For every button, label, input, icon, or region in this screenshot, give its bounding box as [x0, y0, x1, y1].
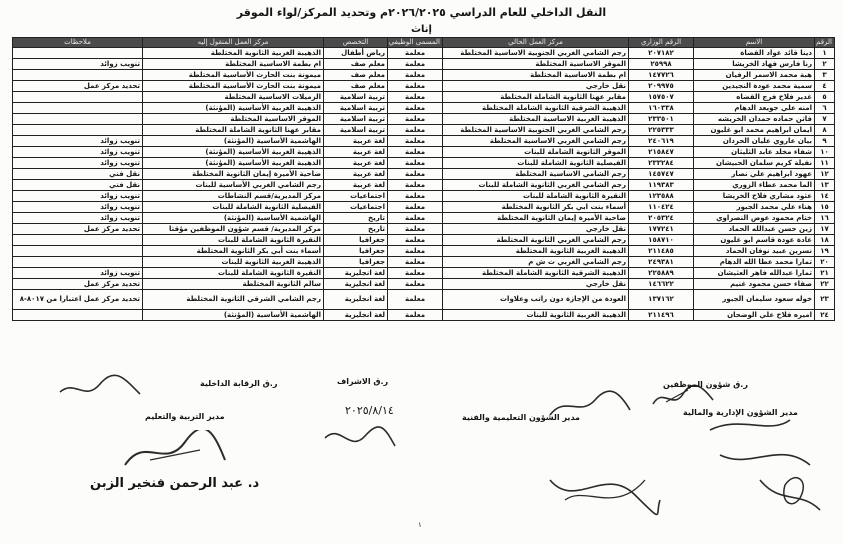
cell-new-workplace: رجم الشامي الغربي الأساسية للبنات	[143, 180, 324, 191]
cell-number: ١٤	[815, 191, 835, 202]
cell-new-workplace: الذهيبة الغربية الثانوية المختلطة	[143, 48, 324, 59]
cell-job-title: معلمة	[388, 310, 443, 321]
footer-internal-control-label: ر.ق الرقابة الداخلية	[200, 379, 278, 388]
cell-notes: تحديد مركز عمل اعتبارا من ٨٠١٧-٨	[13, 290, 143, 310]
cell-number: ٧	[815, 114, 835, 125]
cell-specialty: تربية اسلامية	[324, 125, 388, 136]
col-header-current-workplace: مركز العمل الحالي	[443, 38, 629, 48]
cell-new-workplace: ضاحية الأميرة إيمان الثانوية المختلطة	[143, 169, 324, 180]
cell-current-workplace: الذهيبة الشرقية الثانوية الشاملة المختلطة	[443, 103, 629, 114]
cell-notes	[13, 125, 143, 136]
col-header-job-title: المسمى الوظيفي	[388, 38, 443, 48]
cell-name: غدير فلاح فرج القضاه	[694, 92, 815, 103]
col-header-ministry-id: الرقم الوزاري	[629, 38, 694, 48]
table-row	[13, 279, 835, 290]
table-row	[13, 136, 835, 147]
table-row	[13, 92, 835, 103]
col-header-specialty: التخصص	[324, 38, 388, 48]
cell-job-title: معلمة	[388, 114, 443, 125]
cell-ministry-id: ٢١١٤٩٦	[629, 310, 694, 321]
cell-specialty: تربية اسلامية	[324, 92, 388, 103]
signature-internal-control	[55, 374, 145, 404]
cell-job-title: معلمة	[388, 125, 443, 136]
cell-number: ١٦	[815, 213, 835, 224]
cell-current-workplace: مقابر عهنا الثانوية الشاملة المختلطة	[443, 92, 629, 103]
cell-job-title: معلمة	[388, 103, 443, 114]
cell-job-title: معلمة	[388, 268, 443, 279]
table-row	[13, 125, 835, 136]
cell-notes	[13, 92, 143, 103]
table-row	[13, 158, 835, 169]
cell-job-title: معلمة	[388, 224, 443, 235]
cell-notes	[13, 103, 143, 114]
cell-name: غادة عودة قاسم ابو غليون	[694, 235, 815, 246]
cell-number: ٩	[815, 136, 835, 147]
cell-job-title: معلمة	[388, 48, 443, 59]
cell-current-workplace: العودة من الإجازة دون راتب وعلاوات	[443, 290, 629, 310]
cell-current-workplace: نقل خارجي	[443, 81, 629, 92]
col-header-new-workplace: مركز العمل المنقول إليه	[143, 38, 324, 48]
cell-current-workplace: رجم الشامي الغربي ث ش م	[443, 257, 629, 268]
cell-specialty: لغة عربية	[324, 169, 388, 180]
cell-ministry-id: ١٣٧١٦٢	[629, 290, 694, 310]
cell-current-workplace: الذهيبة الغربية الثانوية المختلطة	[443, 246, 629, 257]
table-row	[13, 202, 835, 213]
cell-current-workplace: الذهيبة الغربية الثانوية للبنات	[443, 310, 629, 321]
cell-specialty: تاريخ	[324, 213, 388, 224]
cell-number: ٢٣	[815, 290, 835, 310]
cell-ministry-id: ٢٠٥٣٢٤	[629, 213, 694, 224]
cell-ministry-id: ٢٣٣٢٨٤	[629, 158, 694, 169]
cell-name: هبة محمد الاسمر الرفيان	[694, 70, 815, 81]
page-number: ١	[418, 521, 422, 529]
cell-ministry-id: ٢٣٣٥٠١	[629, 114, 694, 125]
cell-job-title: معلمة	[388, 158, 443, 169]
cell-specialty: اجتماعيات	[324, 202, 388, 213]
cell-ministry-id: ٢٢٥٣٣٣	[629, 125, 694, 136]
cell-name: عهود ابراهيم علي نصار	[694, 169, 815, 180]
cell-specialty: لغة عربية	[324, 147, 388, 158]
cell-new-workplace: الموقر الاساسية المختلطة	[143, 114, 324, 125]
cell-specialty: تربية اسلامية	[324, 103, 388, 114]
cell-ministry-id: ٢٢٥٨٨٩	[629, 268, 694, 279]
cell-name: امنه علي جويعد الدهام	[694, 103, 815, 114]
cell-notes: تنويب زوائد	[13, 268, 143, 279]
cell-notes	[13, 257, 143, 268]
cell-specialty: لغة انجليزية	[324, 268, 388, 279]
cell-number: ٤	[815, 81, 835, 92]
footer-admin-director-label: مدير الشؤون الإدارية والمالية	[683, 408, 798, 417]
cell-number: ٢	[815, 59, 835, 70]
cell-current-workplace: رجم الشامي الغربي الجنوبية الاساسية المختلطة	[443, 125, 629, 136]
cell-new-workplace: ام بطمة الاساسية المختلطة	[143, 59, 324, 70]
cell-ministry-id: ٢٥٩٩٨	[629, 59, 694, 70]
cell-specialty: معلم صف	[324, 59, 388, 70]
cell-job-title: معلمة	[388, 136, 443, 147]
cell-number: ٢٢	[815, 279, 835, 290]
cell-new-workplace: سالم الثانوية المختلطة	[143, 279, 324, 290]
cell-number: ٦	[815, 103, 835, 114]
cell-new-workplace: رجم الشامي الشرقي الثانوية المختلطة	[143, 290, 324, 310]
cell-number: ٢١	[815, 268, 835, 279]
cell-name: تمارا عبدالله فاهر العثيشان	[694, 268, 815, 279]
cell-current-workplace: الذهيبة الغربية الاساسية المختلطة	[443, 114, 629, 125]
cell-notes: تنويب زوائد	[13, 136, 143, 147]
cell-ministry-id: ١٦٠٣٣٨	[629, 103, 694, 114]
cell-job-title: معلمة	[388, 235, 443, 246]
cell-number: ٢٤	[815, 310, 835, 321]
table-header-row	[13, 38, 835, 48]
cell-ministry-id: ١٧٧٢٤١	[629, 224, 694, 235]
cell-number: ١٠	[815, 147, 835, 158]
cell-ministry-id: ٢٠٧١٨٢	[629, 48, 694, 59]
cell-specialty: معلم صف	[324, 81, 388, 92]
table-body	[13, 48, 835, 321]
cell-new-workplace: مقابر عهنا الثانوية الشاملة المختلطة	[143, 125, 324, 136]
cell-name: بيان عاروي عليان الحردان	[694, 136, 815, 147]
director-name: د. عبد الرحمن فنخير الزبن	[90, 476, 260, 491]
table-row	[13, 235, 835, 246]
cell-ministry-id: ١٥٨٧١٠	[629, 235, 694, 246]
cell-specialty: لغة عربية	[324, 158, 388, 169]
cell-new-workplace: الهاشمية الأساسية (المؤنثة)	[143, 310, 324, 321]
table-row	[13, 213, 835, 224]
cell-number: ٣	[815, 70, 835, 81]
cell-current-workplace: رجم الشامي الاساسية المختلطة	[443, 169, 629, 180]
cell-number: ١٢	[815, 169, 835, 180]
cell-current-workplace: الذهيبة الشرقية الثانوية الشاملة المختلطة	[443, 268, 629, 279]
cell-new-workplace: النقيرة الثانوية الشاملة للبنات	[143, 268, 324, 279]
footer-hr-label: ر.ق شؤون الموظفين	[663, 380, 748, 389]
cell-new-workplace: ميمونة بنت الحارث الأساسية المختلطة	[143, 81, 324, 92]
table-row	[13, 224, 835, 235]
handwritten-date: ٢٠٢٥/٨/١٤	[345, 404, 394, 417]
cell-notes: تنويب زوائد	[13, 158, 143, 169]
cell-number: ١٨	[815, 235, 835, 246]
cell-ministry-id: ٢٠٩٩٧٥	[629, 81, 694, 92]
cell-specialty: معلم صف	[324, 70, 388, 81]
cell-new-workplace: ميمونة بنت الحارث الأساسية المختلطة	[143, 70, 324, 81]
cell-ministry-id: ١٤٧٧٢٦	[629, 70, 694, 81]
cell-number: ١	[815, 48, 835, 59]
cell-current-workplace: نقل خارجي	[443, 279, 629, 290]
cell-specialty: لغة عربية	[324, 180, 388, 191]
cell-specialty: جغرافيا	[324, 257, 388, 268]
cell-current-workplace: النقيرة الثانوية الشاملة للبنات	[443, 191, 629, 202]
cell-specialty: لغة انجليزية	[324, 279, 388, 290]
cell-number: ١٣	[815, 180, 835, 191]
cell-current-workplace: نقل خارجي	[443, 224, 629, 235]
cell-job-title: معلمة	[388, 92, 443, 103]
cell-ministry-id: ١٥٧٥٠٧	[629, 92, 694, 103]
signature-edu-affairs-lower	[545, 460, 665, 520]
cell-name: شفاء مخلد عابد الثليثان	[694, 147, 815, 158]
table-row	[13, 147, 835, 158]
cell-specialty: لغة انجليزية	[324, 310, 388, 321]
cell-specialty: اجتماعيات	[324, 191, 388, 202]
cell-ministry-id: ٢١١٤٨٥	[629, 246, 694, 257]
cell-specialty: جغرافيا	[324, 235, 388, 246]
cell-current-workplace: رجم الشامي الغربي الثانوية الشاملة للبنات	[443, 180, 629, 191]
cell-specialty: رياض أطفال	[324, 48, 388, 59]
table-row	[13, 59, 835, 70]
cell-number: ٥	[815, 92, 835, 103]
cell-ministry-id: ١١٩٣٨٣	[629, 180, 694, 191]
cell-notes	[13, 246, 143, 257]
cell-current-workplace: رجم الشامي الغربي الاساسية المختلطة	[443, 136, 629, 147]
signature-admin-director	[700, 410, 830, 520]
cell-number: ٨	[815, 125, 835, 136]
cell-job-title: معلمة	[388, 246, 443, 257]
col-header-name: الاسم	[694, 38, 815, 48]
transfers-table	[12, 37, 835, 321]
cell-name: تمارا محمد عطا الله الدهام	[694, 257, 815, 268]
cell-specialty: جغرافيا	[324, 246, 388, 257]
cell-new-workplace: أسماء بنت أبي بكر الثانوية المختلطة	[143, 246, 324, 257]
cell-notes	[13, 114, 143, 125]
cell-job-title: معلمة	[388, 59, 443, 70]
cell-current-workplace: الفيصلية الثانوية الشاملة للبنات	[443, 158, 629, 169]
cell-job-title: معلمة	[388, 81, 443, 92]
footer-edu-affairs-label: مدير الشؤون التعليمية والفنية	[462, 413, 581, 422]
table-row	[13, 290, 835, 310]
cell-new-workplace: الذهيبة الغربية الثانوية للبنات	[143, 257, 324, 268]
cell-name: زين حسن عبدالله الحماد	[694, 224, 815, 235]
cell-current-workplace: الموقر الثانوية الشاملة للبنات	[443, 147, 629, 158]
cell-job-title: معلمة	[388, 70, 443, 81]
cell-number: ١٩	[815, 246, 835, 257]
col-header-notes: ملاحظات	[13, 38, 143, 48]
col-header-number: الرقم	[815, 38, 835, 48]
cell-notes: تنويب زوائد	[13, 147, 143, 158]
cell-ministry-id: ١٢٣٥٨٨	[629, 191, 694, 202]
cell-new-workplace: الذهيبة الغربية الأساسية (المؤنثة)	[143, 103, 324, 114]
cell-ministry-id: ١٤٦٦٢٢	[629, 279, 694, 290]
cell-name: نسرين عبيد نوفان الحماد	[694, 246, 815, 257]
cell-name: سمية محمد عودة النجيدين	[694, 81, 815, 92]
cell-job-title: معلمة	[388, 213, 443, 224]
cell-ministry-id: ١١٠٤٢٤	[629, 202, 694, 213]
cell-current-workplace: ضاحية الأميرة إيمان الثانوية المختلطة	[443, 213, 629, 224]
cell-job-title: معلمة	[388, 169, 443, 180]
cell-name: عثود مشاري فلاح الخريشا	[694, 191, 815, 202]
table-row	[13, 310, 835, 321]
cell-notes: تنويب زوائد	[13, 202, 143, 213]
page-title: النقل الداخلي للعام الدراسي ٢٠٢٦/٢٠٢٥م وتحديد المركز/لواء الموقر	[236, 6, 607, 19]
cell-new-workplace: الفيصلية الثانوية الشاملة للبنات	[143, 202, 324, 213]
cell-specialty: لغة عربية	[324, 136, 388, 147]
cell-new-workplace: مركز المديرية/قسم النشاطات	[143, 191, 324, 202]
cell-job-title: معلمة	[388, 290, 443, 310]
cell-name: ايمان ابراهيم محمد ابو غليون	[694, 125, 815, 136]
cell-notes	[13, 235, 143, 246]
table-row	[13, 48, 835, 59]
cell-new-workplace: الذهيبة الغربية الأساسية (المؤنثة)	[143, 158, 324, 169]
cell-number: ٢٠	[815, 257, 835, 268]
cell-notes: تحديد مركز عمل	[13, 279, 143, 290]
table-row	[13, 114, 835, 125]
cell-name: دينا قائد عواد القضاة	[694, 48, 815, 59]
cell-name: رنا فارس فهاد الخريشا	[694, 59, 815, 70]
table-row	[13, 70, 835, 81]
cell-current-workplace: أسماء بنت ابي بكر الثانوية المختلطة	[443, 202, 629, 213]
cell-number: ١٧	[815, 224, 835, 235]
cell-notes	[13, 70, 143, 81]
cell-new-workplace: النقيرة الثانوية الشاملة للبنات	[143, 235, 324, 246]
cell-notes: تنويب زوائد	[13, 59, 143, 70]
cell-notes: تحديد مركز عمل	[13, 81, 143, 92]
cell-new-workplace: الهاشمية الأساسية (المؤنثة)	[143, 136, 324, 147]
cell-name: هناء علي محمد الجبور	[694, 202, 815, 213]
signature-director	[120, 430, 230, 475]
cell-notes: تنويب زوائد	[13, 213, 143, 224]
cell-name: خوله سعود سليمان الجبور	[694, 290, 815, 310]
cell-notes: تحديد مركز عمل	[13, 224, 143, 235]
cell-job-title: معلمة	[388, 202, 443, 213]
cell-specialty: لغة انجليزية	[324, 290, 388, 310]
cell-notes	[13, 48, 143, 59]
table-row	[13, 191, 835, 202]
cell-new-workplace: الزميلات الاساسية المختلطة	[143, 92, 324, 103]
cell-current-workplace: رجم الشامي الغربي الثانوية المختلطة	[443, 235, 629, 246]
cell-name: الما محمد عطاء الزوري	[694, 180, 815, 191]
cell-job-title: معلمة	[388, 180, 443, 191]
cell-current-workplace: الموقر الاساسية المختلطة	[443, 59, 629, 70]
cell-new-workplace: مركز المديرية/ قسم شؤون الموظفين مؤقتا	[143, 224, 324, 235]
cell-new-workplace: الهاشمية الأساسية (المؤنثة)	[143, 213, 324, 224]
cell-job-title: معلمة	[388, 279, 443, 290]
cell-name: فاتن حماده حمدان الخريشه	[694, 114, 815, 125]
cell-ministry-id: ١٤٥٧٤٧	[629, 169, 694, 180]
cell-name: ختام محمود عوض النصراوي	[694, 213, 815, 224]
table-row	[13, 257, 835, 268]
cell-notes: تنويب زوائد	[13, 191, 143, 202]
cell-specialty: تربية اسلامية	[324, 114, 388, 125]
footer-director-title: مدير التربية والتعليم	[145, 412, 225, 421]
page-subtitle: إناث	[411, 24, 432, 35]
cell-notes: نقل فني	[13, 169, 143, 180]
cell-current-workplace: ام بطمة الاساسية المختلطة	[443, 70, 629, 81]
cell-notes	[13, 310, 143, 321]
cell-number: ١٥	[815, 202, 835, 213]
cell-ministry-id: ٢٤٠٦١٩	[629, 136, 694, 147]
table-row	[13, 169, 835, 180]
table-row	[13, 246, 835, 257]
cell-new-workplace: الذهيبة الغربية الأساسية (المؤنثة)	[143, 147, 324, 158]
cell-job-title: معلمة	[388, 147, 443, 158]
table-row	[13, 81, 835, 92]
table-row	[13, 268, 835, 279]
cell-number: ١١	[815, 158, 835, 169]
table-row	[13, 103, 835, 114]
cell-specialty: تاريخ	[324, 224, 388, 235]
cell-name: صفاء حسن محمود غنيم	[694, 279, 815, 290]
cell-job-title: معلمة	[388, 257, 443, 268]
footer-supervision-label: ر.ق الاشراف	[337, 377, 389, 386]
cell-ministry-id: ٢٤٩٣٨١	[629, 257, 694, 268]
cell-ministry-id: ٢١٥٨٤٧	[629, 147, 694, 158]
cell-name: نفيلة كريم سلمان الحبيشان	[694, 158, 815, 169]
signature-supervision	[320, 418, 400, 458]
cell-name: اميره فلاح علي الوضحان	[694, 310, 815, 321]
cell-current-workplace: رجم الشامي الغربي الجنوبية الاساسية المختلطة	[443, 48, 629, 59]
cell-notes: نقل فني	[13, 180, 143, 191]
table-row	[13, 180, 835, 191]
cell-job-title: معلمة	[388, 191, 443, 202]
